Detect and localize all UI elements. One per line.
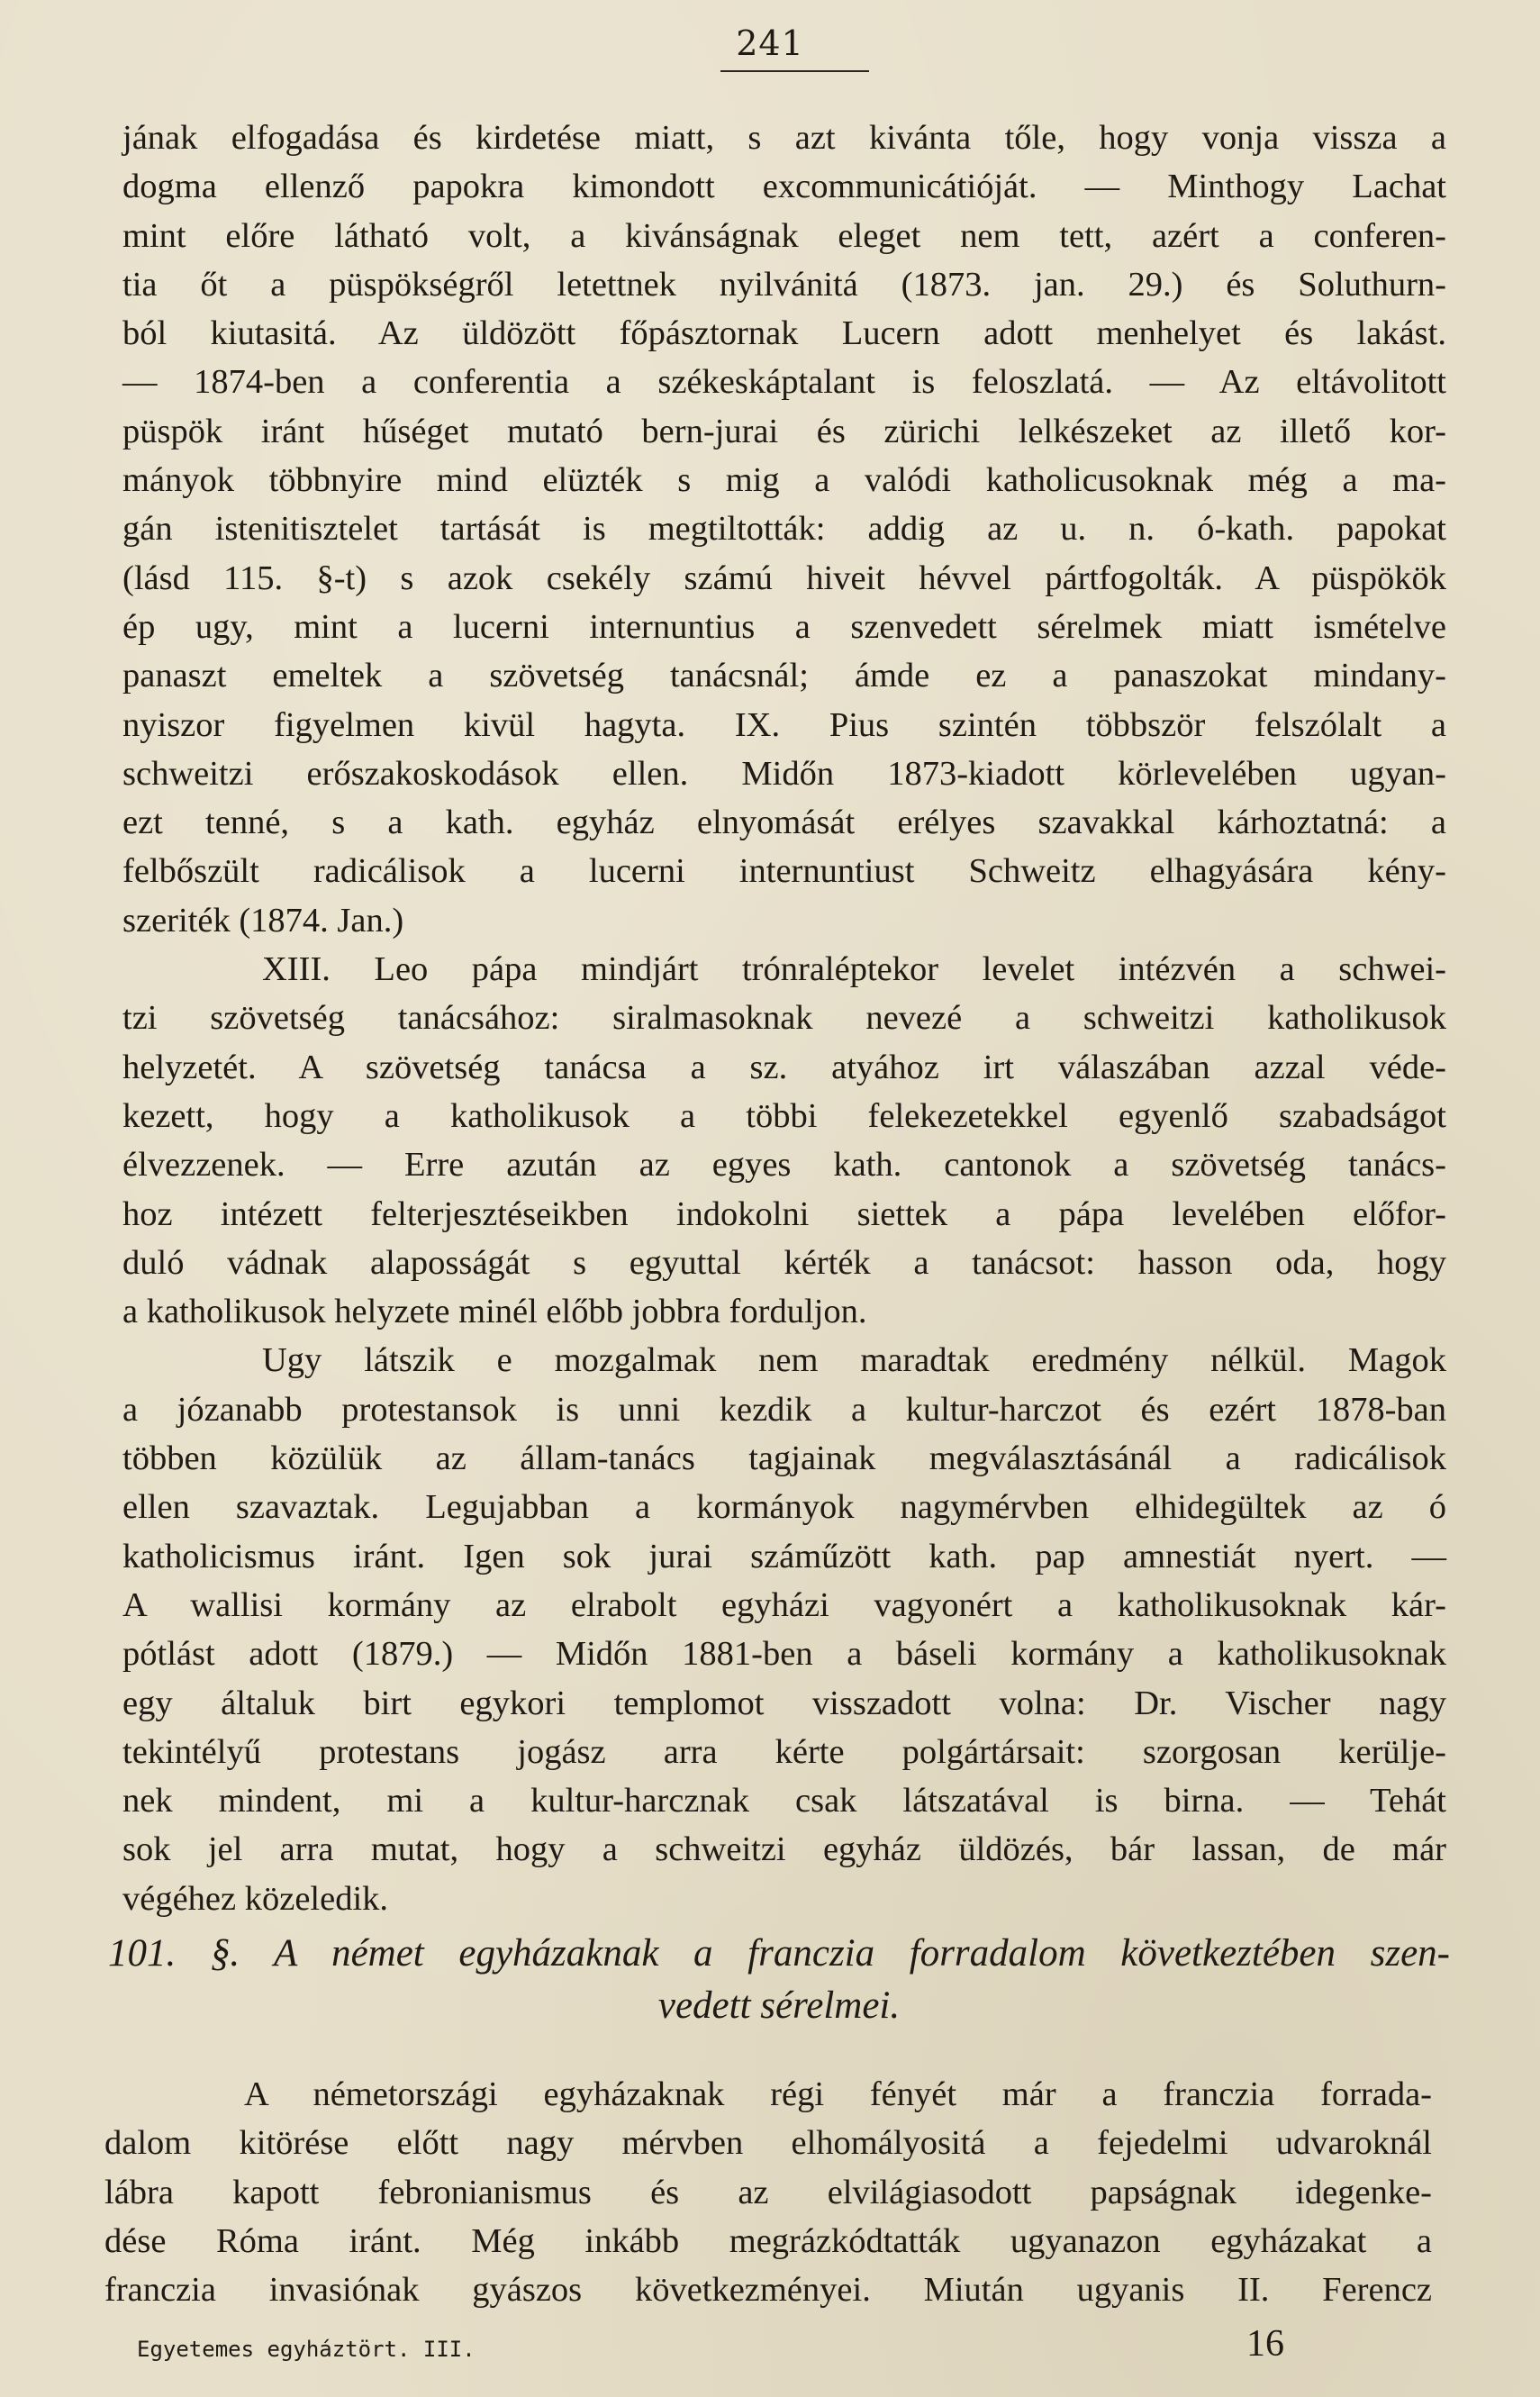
text-line: schweitzi erőszakoskodások ellen. Midőn 1873-kiadott körlevelében ugyan- xyxy=(122,754,1446,793)
footer-signature-number: 16 xyxy=(1246,2323,1284,2365)
text-line: mányok többnyire mind elüzték s mig a valódi katholicusoknak még a ma- xyxy=(122,461,1446,500)
text-line: végéhez közeledik. xyxy=(122,1879,389,1918)
page-number: 241 xyxy=(736,23,804,63)
text-line: jának elfogadása és kirdetése miatt, s azt kivánta tőle, hogy vonja vissza a xyxy=(122,119,1446,157)
section-text xyxy=(104,2070,1432,2314)
text-line: mint előre látható volt, a kivánságnak eleget nem tett, azért a conferen- xyxy=(122,216,1446,255)
section-heading-line-1: 101. §. A német egyházaknak a franczia forradalom következtében szen- xyxy=(108,1932,1450,1975)
text-line: dése Róma iránt. Még inkább megrázkódtatták ugyanazon egyházakat a xyxy=(104,2221,1432,2260)
section-heading xyxy=(108,1928,1450,2032)
text-line: ellen szavaztak. Legujabban a kormányok nagymérvben elhidegültek az ó xyxy=(122,1488,1446,1527)
text-line: lábra kapott febronianismus és az elvilágiasodott papságnak idegenke- xyxy=(104,2173,1432,2211)
text-line: ép ugy, mint a lucerni internuntius a szenvedett sérelmek miatt ismételve xyxy=(122,607,1446,646)
text-line: A wallisi kormány az elrabolt egyházi vagyonért a katholikusoknak kár- xyxy=(122,1585,1446,1624)
text-line: nyiszor figyelmen kivül hagyta. IX. Pius szintén többször felszólalt a xyxy=(122,705,1446,744)
text-line: egy általuk birt egykori templomot visszadott volna: Dr. Vischer nagy xyxy=(122,1684,1446,1722)
text-line: duló vádnak alaposságát s egyuttal kérték a tanácsot: hasson oda, hogy xyxy=(122,1243,1446,1282)
text-line: többen közülük az állam-tanács tagjainak megválasztásánál a radicálisok xyxy=(122,1439,1446,1478)
text-line: katholicismus iránt. Igen sok jurai száműzött kath. pap amnestiát nyert. — xyxy=(122,1537,1446,1575)
text-line: ból kiutasitá. Az üldözött főpásztornak Lucern adott menhelyet és lakást. xyxy=(122,314,1446,353)
text-line: dalom kitörése előtt nagy mérvben elhomályositá a fejedelmi udvaroknál xyxy=(104,2124,1432,2163)
text-line: élvezzenek. — Erre azután az egyes kath. cantonok a szövetség tanács- xyxy=(122,1146,1446,1185)
text-line: felbőszült radicálisok a lucerni internuntiust Schweitz elhagyására kény- xyxy=(122,852,1446,891)
text-line: A németországi egyházaknak régi fényét már a franczia forrada- xyxy=(244,2075,1432,2113)
text-line: franczia invasiónak gyászos következményei. Miután ugyanis II. Ferencz xyxy=(104,2271,1432,2310)
text-line: helyzetét. A szövetség tanácsa a sz. atyához irt válaszában azzal véde- xyxy=(122,1048,1446,1086)
text-line: XIII. Leo pápa mindjárt trónraléptekor levelet intézvén a schwei- xyxy=(262,950,1446,989)
text-line: — 1874-ben a conferentia a székeskáptalant is feloszlatá. — Az eltávolitott xyxy=(122,363,1446,402)
text-line: dogma ellenző papokra kimondott excommunicátióját. — Minthogy Lachat xyxy=(122,168,1446,206)
text-line: tzi szövetség tanácsához: siralmasoknak nevezé a schweitzi katholikusok xyxy=(122,999,1446,1038)
text-line: püspök iránt hűséget mutató bern-jurai és zürichi lelkészeket az illető kor- xyxy=(122,412,1446,450)
text-line: ezt tenné, s a kath. egyház elnyomását erélyes szavakkal kárhoztatná: a xyxy=(122,804,1446,842)
text-line: a józanabb protestansok is unni kezdik a kultur-harczot és ezért 1878-ban xyxy=(122,1390,1446,1429)
text-line: a katholikusok helyzete minél előbb jobbra forduljon. xyxy=(122,1293,867,1331)
text-line: gán istenitisztelet tartását is megtiltották: addig az u. n. ó-kath. papokat xyxy=(122,510,1446,549)
text-line: sok jel arra mutat, hogy a schweitzi egyház üldözés, bár lassan, de már xyxy=(122,1830,1446,1869)
section-heading-line-2: vedett sérelmei. xyxy=(657,1984,901,2027)
text-line: panaszt emeltek a szövetség tanácsnál; ámde ez a panaszokat mindany- xyxy=(122,657,1446,695)
text-line: szeriték (1874. Jan.) xyxy=(122,901,404,940)
text-line: nek mindent, mi a kultur-harcznak csak látszatával is birna. — Tehát xyxy=(122,1782,1446,1820)
text-line: kezett, hogy a katholikusok a többi felekezetekkel egyenlő szabadságot xyxy=(122,1096,1446,1135)
body-text xyxy=(122,113,1446,1923)
text-line: Ugy látszik e mozgalmak nem maradtak eredmény nélkül. Magok xyxy=(262,1341,1446,1380)
text-line: tia őt a püspökségről letettnek nyilvánitá (1873. jan. 29.) és Soluthurn- xyxy=(122,265,1446,304)
text-line: hoz intézett felterjesztéseikben indokolni siettek a pápa levelében előfor- xyxy=(122,1194,1446,1233)
text-line: pótlást adott (1879.) — Midőn 1881-ben a báseli kormány a katholikusoknak xyxy=(122,1635,1446,1674)
text-line: (lásd 115. §-t) s azok csekély számú hiveit hévvel pártfogolták. A püspökök xyxy=(122,558,1446,597)
header-rule xyxy=(720,70,869,72)
footer-book-title: Egyetemes egyháztört. III. xyxy=(137,2337,476,2362)
text-line: tekintélyű protestans jogász arra kérte polgártársait: szorgosan kerülje- xyxy=(122,1732,1446,1771)
